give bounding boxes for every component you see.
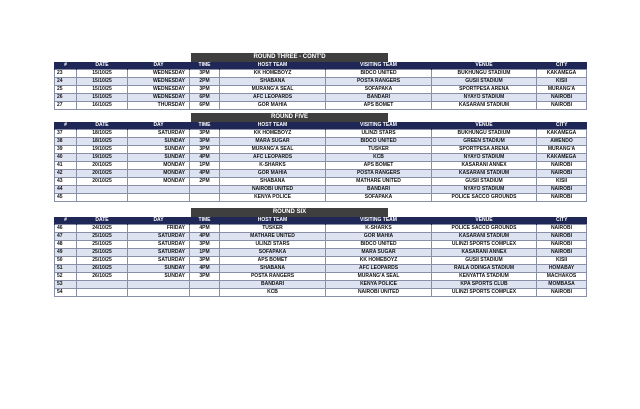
date-cell: 15/10/25 — [77, 94, 128, 102]
visiting-team-cell: APS BOMET — [326, 102, 432, 110]
host-team-cell: KCB — [220, 289, 326, 297]
table-row — [55, 86, 587, 94]
column-header-number: # — [55, 62, 77, 70]
time-cell: 3PM — [190, 130, 220, 138]
day-cell: SUNDAY — [128, 154, 190, 162]
table-row — [55, 273, 587, 281]
fixtures-table — [54, 62, 587, 110]
column-header-venue: VENUE — [432, 217, 537, 225]
column-header-visiting-team: VISITING TEAM — [326, 122, 432, 130]
match-number-cell: 48 — [55, 241, 77, 249]
visiting-team-cell: POSTA RANGERS — [326, 78, 432, 86]
date-cell: 18/10/25 — [77, 138, 128, 146]
day-cell: WEDNESDAY — [128, 86, 190, 94]
venue-cell: POLICE SACCO GROUNDS — [432, 225, 537, 233]
visiting-team-cell: BANDARI — [326, 186, 432, 194]
date-cell: 20/10/25 — [77, 162, 128, 170]
table-row — [55, 94, 587, 102]
column-header-number: # — [55, 122, 77, 130]
day-cell: SUNDAY — [128, 146, 190, 154]
date-cell — [77, 194, 128, 202]
city-cell: NAIROBI — [537, 225, 587, 233]
city-cell: NAIROBI — [537, 249, 587, 257]
host-team-cell: MURANG'A SEAL — [220, 86, 326, 94]
match-number-cell: 45 — [55, 194, 77, 202]
column-header-date: DATE — [77, 122, 128, 130]
column-header-visiting-team: VISITING TEAM — [326, 217, 432, 225]
match-number-cell: 26 — [55, 94, 77, 102]
venue-cell: SPORTPESA ARENA — [432, 86, 537, 94]
time-cell: 4PM — [190, 170, 220, 178]
time-cell: 6PM — [190, 102, 220, 110]
day-cell: SATURDAY — [128, 249, 190, 257]
venue-cell: KASARANI ANNEX — [432, 162, 537, 170]
time-cell — [190, 289, 220, 297]
time-cell: 3PM — [190, 257, 220, 265]
time-cell: 3PM — [190, 273, 220, 281]
column-header-host-team: HOST TEAM — [220, 62, 326, 70]
date-cell: 24/10/25 — [77, 225, 128, 233]
city-cell: NAIROBI — [537, 194, 587, 202]
host-team-cell: K-SHARKS — [220, 162, 326, 170]
date-cell — [77, 186, 128, 194]
visiting-team-cell: AFC LEOPARDS — [326, 265, 432, 273]
host-team-cell: POSTA RANGERS — [220, 273, 326, 281]
day-cell: MONDAY — [128, 162, 190, 170]
host-team-cell: MATHARE UNITED — [220, 233, 326, 241]
table-row — [55, 138, 587, 146]
venue-cell: NYAYO STADIUM — [432, 94, 537, 102]
host-team-cell: MURANG'A SEAL — [220, 146, 326, 154]
host-team-cell: TUSKER — [220, 225, 326, 233]
round-title: ROUND FIVE — [191, 113, 388, 122]
visiting-team-cell: K-SHARKS — [326, 225, 432, 233]
date-cell — [77, 289, 128, 297]
host-team-cell: SHABANA — [220, 78, 326, 86]
visiting-team-cell: MURANG'A SEAL — [326, 273, 432, 281]
date-cell: 26/10/25 — [77, 273, 128, 281]
match-number-cell: 27 — [55, 102, 77, 110]
table-row — [55, 78, 587, 86]
table-row — [55, 154, 587, 162]
match-number-cell: 53 — [55, 281, 77, 289]
date-cell: 25/10/25 — [77, 233, 128, 241]
match-number-cell: 41 — [55, 162, 77, 170]
time-cell — [190, 194, 220, 202]
host-team-cell: APS BOMET — [220, 257, 326, 265]
day-cell: FRIDAY — [128, 225, 190, 233]
venue-cell: BUKHUNGU STADIUM — [432, 130, 537, 138]
city-cell: HOMABAY — [537, 265, 587, 273]
match-number-cell: 50 — [55, 257, 77, 265]
visiting-team-cell: KENYA POLICE — [326, 281, 432, 289]
column-header-city: CITY — [537, 122, 587, 130]
visiting-team-cell: SOFAPAKA — [326, 86, 432, 94]
match-number-cell: 40 — [55, 154, 77, 162]
visiting-team-cell: GOR MAHIA — [326, 233, 432, 241]
match-number-cell: 42 — [55, 170, 77, 178]
fixtures-table — [54, 217, 587, 297]
venue-cell: GUSII STADIUM — [432, 178, 537, 186]
venue-cell: GREEN STADIUM — [432, 138, 537, 146]
day-cell: SUNDAY — [128, 273, 190, 281]
city-cell: KISII — [537, 178, 587, 186]
host-team-cell: MARA SUGAR — [220, 138, 326, 146]
time-cell: 1PM — [190, 249, 220, 257]
day-cell — [128, 281, 190, 289]
day-cell: THURSDAY — [128, 102, 190, 110]
host-team-cell: GOR MAHIA — [220, 102, 326, 110]
match-number-cell: 37 — [55, 130, 77, 138]
day-cell — [128, 186, 190, 194]
day-cell: SATURDAY — [128, 241, 190, 249]
column-header-time: TIME — [190, 122, 220, 130]
time-cell — [190, 186, 220, 194]
day-cell: SATURDAY — [128, 233, 190, 241]
visiting-team-cell: MATHARE UNITED — [326, 178, 432, 186]
column-header-host-team: HOST TEAM — [220, 122, 326, 130]
table-row — [55, 265, 587, 273]
match-number-cell: 25 — [55, 86, 77, 94]
venue-cell: KASARANI STADIUM — [432, 102, 537, 110]
table-header-row — [55, 217, 587, 225]
venue-cell: KASARANI ANNEX — [432, 249, 537, 257]
day-cell: SATURDAY — [128, 257, 190, 265]
round-title: ROUND SIX — [191, 208, 388, 217]
venue-cell: SPORTPESA ARENA — [432, 146, 537, 154]
date-cell: 20/10/25 — [77, 178, 128, 186]
time-cell — [190, 281, 220, 289]
venue-cell: GUSII STADIUM — [432, 78, 537, 86]
time-cell: 4PM — [190, 154, 220, 162]
time-cell: 3PM — [190, 86, 220, 94]
table-body — [55, 130, 587, 202]
host-team-cell: BANDARI — [220, 281, 326, 289]
city-cell: MACHAKOS — [537, 273, 587, 281]
day-cell: SUNDAY — [128, 265, 190, 273]
column-header-city: CITY — [537, 62, 587, 70]
date-cell: 15/10/25 — [77, 78, 128, 86]
day-cell — [128, 289, 190, 297]
table-row — [55, 194, 587, 202]
city-cell: KISII — [537, 78, 587, 86]
day-cell — [128, 194, 190, 202]
city-cell: MURANG'A — [537, 146, 587, 154]
match-number-cell: 39 — [55, 146, 77, 154]
match-number-cell: 24 — [55, 78, 77, 86]
visiting-team-cell: TUSKER — [326, 146, 432, 154]
table-row — [55, 102, 587, 110]
column-header-day: DAY — [128, 217, 190, 225]
date-cell: 15/10/25 — [77, 70, 128, 78]
day-cell: MONDAY — [128, 170, 190, 178]
time-cell: 3PM — [190, 70, 220, 78]
city-cell: NAIROBI — [537, 233, 587, 241]
host-team-cell: KK HOMEBOYZ — [220, 130, 326, 138]
column-header-day: DAY — [128, 62, 190, 70]
column-header-time: TIME — [190, 217, 220, 225]
date-cell: 19/10/25 — [77, 146, 128, 154]
venue-cell: BUKHUNGU STADIUM — [432, 70, 537, 78]
match-number-cell: 38 — [55, 138, 77, 146]
fixtures-table — [54, 122, 587, 202]
city-cell: MOMBASA — [537, 281, 587, 289]
visiting-team-cell: NAIROBI UNITED — [326, 289, 432, 297]
round-section — [54, 217, 586, 297]
date-cell — [77, 281, 128, 289]
table-row — [55, 241, 587, 249]
visiting-team-cell: BIDCO UNITED — [326, 70, 432, 78]
host-team-cell: SHABANA — [220, 178, 326, 186]
time-cell: 3PM — [190, 138, 220, 146]
day-cell: SUNDAY — [128, 138, 190, 146]
table-row — [55, 170, 587, 178]
venue-cell: ULINZI SPORTS COMPLEX — [432, 241, 537, 249]
host-team-cell: ULINZI STARS — [220, 241, 326, 249]
host-team-cell: SHABANA — [220, 265, 326, 273]
visiting-team-cell: APS BOMET — [326, 162, 432, 170]
date-cell: 16/10/25 — [77, 102, 128, 110]
table-row — [55, 225, 587, 233]
match-number-cell: 23 — [55, 70, 77, 78]
match-number-cell: 52 — [55, 273, 77, 281]
city-cell: NAIROBI — [537, 289, 587, 297]
column-header-date: DATE — [77, 217, 128, 225]
table-row — [55, 257, 587, 265]
table-body — [55, 225, 587, 297]
visiting-team-cell: KCB — [326, 154, 432, 162]
table-row — [55, 281, 587, 289]
city-cell: NAIROBI — [537, 162, 587, 170]
time-cell: 2PM — [190, 78, 220, 86]
day-cell: MONDAY — [128, 178, 190, 186]
column-header-venue: VENUE — [432, 62, 537, 70]
table-row — [55, 130, 587, 138]
date-cell: 20/10/25 — [77, 170, 128, 178]
time-cell: 2PM — [190, 178, 220, 186]
city-cell: KAKAMEGA — [537, 130, 587, 138]
round-section — [54, 122, 586, 202]
host-team-cell: NAIROBI UNITED — [220, 186, 326, 194]
date-cell: 25/10/25 — [77, 257, 128, 265]
table-row — [55, 289, 587, 297]
venue-cell: KASARANI STADIUM — [432, 170, 537, 178]
time-cell: 4PM — [190, 225, 220, 233]
visiting-team-cell: BIDCO UNITED — [326, 138, 432, 146]
column-header-day: DAY — [128, 122, 190, 130]
city-cell: KISII — [537, 257, 587, 265]
match-number-cell: 43 — [55, 178, 77, 186]
column-header-host-team: HOST TEAM — [220, 217, 326, 225]
table-header-row — [55, 62, 587, 70]
time-cell: 3PM — [190, 241, 220, 249]
venue-cell: NYAYO STADIUM — [432, 154, 537, 162]
time-cell: 4PM — [190, 265, 220, 273]
day-cell: WEDNESDAY — [128, 70, 190, 78]
table-row — [55, 186, 587, 194]
visiting-team-cell: MARA SUGAR — [326, 249, 432, 257]
time-cell: 1PM — [190, 162, 220, 170]
table-row — [55, 162, 587, 170]
host-team-cell: KENYA POLICE — [220, 194, 326, 202]
round-title: ROUND THREE - CONT'D — [191, 53, 388, 62]
column-header-city: CITY — [537, 217, 587, 225]
visiting-team-cell: ULINZI STARS — [326, 130, 432, 138]
city-cell: KAKAMEGA — [537, 154, 587, 162]
table-row — [55, 249, 587, 257]
city-cell: MURANG'A — [537, 86, 587, 94]
date-cell: 25/10/25 — [77, 249, 128, 257]
visiting-team-cell: BIDCO UNITED — [326, 241, 432, 249]
time-cell: 4PM — [190, 233, 220, 241]
table-row — [55, 146, 587, 154]
host-team-cell: GOR MAHIA — [220, 170, 326, 178]
visiting-team-cell: POSTA RANGERS — [326, 170, 432, 178]
visiting-team-cell: KK HOMEBOYZ — [326, 257, 432, 265]
host-team-cell: KK HOMEBOYZ — [220, 70, 326, 78]
city-cell: KAKAMEGA — [537, 70, 587, 78]
column-header-number: # — [55, 217, 77, 225]
host-team-cell: SOFAPAKA — [220, 249, 326, 257]
column-header-venue: VENUE — [432, 122, 537, 130]
visiting-team-cell: BANDARI — [326, 94, 432, 102]
column-header-time: TIME — [190, 62, 220, 70]
table-row — [55, 233, 587, 241]
match-number-cell: 51 — [55, 265, 77, 273]
time-cell: 3PM — [190, 146, 220, 154]
host-team-cell: AFC LEOPARDS — [220, 94, 326, 102]
venue-cell: KENYATTA STADIUM — [432, 273, 537, 281]
venue-cell: RAILA ODINGA STADIUM — [432, 265, 537, 273]
visiting-team-cell: SOFAPAKA — [326, 194, 432, 202]
day-cell: SATURDAY — [128, 130, 190, 138]
city-cell: NAIROBI — [537, 94, 587, 102]
date-cell: 25/10/25 — [77, 241, 128, 249]
time-cell: 6PM — [190, 94, 220, 102]
date-cell: 15/10/25 — [77, 86, 128, 94]
venue-cell: ULINZI SPORTS COMPLEX — [432, 289, 537, 297]
day-cell: WEDNESDAY — [128, 78, 190, 86]
round-section — [54, 62, 586, 110]
city-cell: NAIROBI — [537, 241, 587, 249]
table-body — [55, 70, 587, 110]
venue-cell: NYAYO STADIUM — [432, 186, 537, 194]
host-team-cell: AFC LEOPARDS — [220, 154, 326, 162]
match-number-cell: 54 — [55, 289, 77, 297]
column-header-date: DATE — [77, 62, 128, 70]
venue-cell: KPA SPORTS CLUB — [432, 281, 537, 289]
date-cell: 26/10/25 — [77, 265, 128, 273]
match-number-cell: 47 — [55, 233, 77, 241]
date-cell: 19/10/25 — [77, 154, 128, 162]
venue-cell: KASARANI STADIUM — [432, 233, 537, 241]
city-cell: NAIROBI — [537, 186, 587, 194]
match-number-cell: 44 — [55, 186, 77, 194]
table-row — [55, 70, 587, 78]
date-cell: 18/10/25 — [77, 130, 128, 138]
day-cell: WEDNESDAY — [128, 94, 190, 102]
city-cell: NAIROBI — [537, 102, 587, 110]
table-row — [55, 178, 587, 186]
venue-cell: GUSII STADIUM — [432, 257, 537, 265]
match-number-cell: 49 — [55, 249, 77, 257]
column-header-visiting-team: VISITING TEAM — [326, 62, 432, 70]
city-cell: NAIROBI — [537, 170, 587, 178]
venue-cell: POLICE SACCO GROUNDS — [432, 194, 537, 202]
match-number-cell: 46 — [55, 225, 77, 233]
city-cell: AWENDO — [537, 138, 587, 146]
table-header-row — [55, 122, 587, 130]
